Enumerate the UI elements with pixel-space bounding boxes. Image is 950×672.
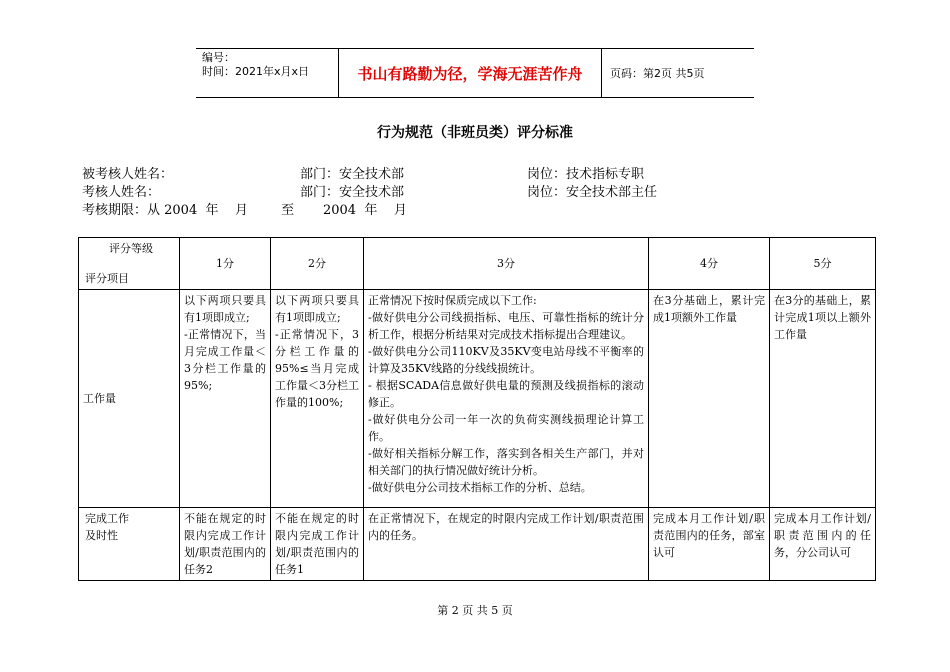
cell-line: 在3分的基础上，累计完成1项以上额外工作量 — [774, 294, 871, 341]
corner-item-label: 评分项目 — [85, 272, 129, 285]
timeliness-score-3 — [364, 508, 649, 581]
assessment-period: 考核期限：从 2004 年 月 至 2004 年 月 — [82, 203, 407, 218]
cell-line: -做好供电分公司一年一次的负荷实测线损理论计算工作。 — [368, 413, 644, 443]
cell-line: - 根据SCADA信息做好供电量的预测及线损指标的滚动修正。 — [368, 379, 644, 409]
table-row — [79, 508, 876, 581]
table-row — [79, 290, 876, 508]
cell-line: 在3分基础上，累计完成1项额外工作量 — [653, 294, 765, 324]
timeliness-score-2 — [271, 508, 364, 581]
workload-score-4 — [649, 290, 770, 508]
row-label-workload: 工作量 — [79, 290, 180, 508]
workload-score-1 — [180, 290, 271, 508]
row-label-timeliness — [79, 508, 180, 581]
workload-score-3 — [364, 290, 649, 508]
corner-cell — [79, 238, 180, 290]
timeliness-score-1 — [180, 508, 271, 581]
cell-line: -做好供电分公司线损指标、电压、可靠性指标的统计分析工作，根据分析结果对完成技术指标提出合理建议。 — [368, 311, 644, 341]
header-score-3: 3分 — [364, 238, 649, 290]
header-score-5: 5分 — [770, 238, 876, 290]
cell-line: 完成本月工作计划/职责范围内的任务，部室认可 — [653, 512, 765, 559]
header-motto: 书山有路勤为径，学海无涯苦作舟 — [339, 49, 602, 97]
header-meta — [196, 49, 339, 97]
document-header — [196, 48, 754, 98]
page-footer: 第 2 页 共 5 页 — [437, 604, 513, 617]
cell-line: 完成本月工作计划/职责范围内的任务，分公司认可 — [774, 512, 871, 559]
cell-line: -正常情况下，当月完成工作量＜3分栏工作量的95%; — [184, 328, 266, 392]
assessee-dept: 部门：安全技术部 — [300, 167, 405, 182]
cell-line: 以下两项只要具有1项即成立; — [184, 294, 266, 324]
header-score-4: 4分 — [649, 238, 770, 290]
timeliness-label: 完成工作及时性 — [85, 512, 129, 542]
cell-line: -做好供电分公司110KV及35KV变电站母线不平衡率的计算及35KV线路的分线线损统计。 — [368, 345, 644, 375]
assessee-name-label: 被考核人姓名： — [82, 167, 174, 182]
assessor-dept: 部门：安全技术部 — [300, 185, 405, 200]
timeliness-score-4 — [649, 508, 770, 581]
table-header-row — [79, 238, 876, 290]
page-title: 行为规范（非班员类）评分标准 — [377, 125, 573, 141]
number-label: 编号： — [202, 51, 235, 64]
workload-score-5 — [770, 290, 876, 508]
header-score-2: 2分 — [271, 238, 364, 290]
cell-line: 以下两项只要具有1项即成立; — [275, 294, 359, 324]
header-score-1: 1分 — [180, 238, 271, 290]
timeliness-score-5 — [770, 508, 876, 581]
assessee-post: 岗位：技术指标专职 — [527, 167, 645, 182]
assessor-post: 岗位：安全技术部主任 — [527, 185, 658, 200]
cell-line: 在正常情况下，在规定的时限内完成工作计划/职责范围内的任务。 — [368, 512, 644, 542]
time-label: 时间：2021年x月x日 — [202, 65, 310, 78]
assessor-name-label: 考核人姓名： — [82, 185, 161, 200]
cell-line: -做好相关指标分解工作，落实到各相关生产部门，并对相关部门的执行情况做好统计分析。 — [368, 447, 644, 477]
cell-line: 不能在规定的时限内完成工作计划/职责范围内的任务2 — [184, 512, 266, 576]
header-page-code: 页码：第2页 共5页 — [610, 67, 705, 80]
workload-score-2 — [271, 290, 364, 508]
scoring-table — [78, 237, 876, 581]
cell-line: -做好供电分公司技术指标工作的分析、总结。 — [368, 481, 592, 494]
cell-line: 不能在规定的时限内完成工作计划/职责范围内的任务1 — [275, 512, 359, 576]
cell-line: -正常情况下，3分栏工作量的95%≤当月完成工作量＜3分栏工作量的100%; — [275, 328, 359, 409]
cell-line: 正常情况下按时保质完成以下工作: — [368, 294, 537, 307]
corner-grade-label: 评分等级 — [109, 242, 153, 255]
